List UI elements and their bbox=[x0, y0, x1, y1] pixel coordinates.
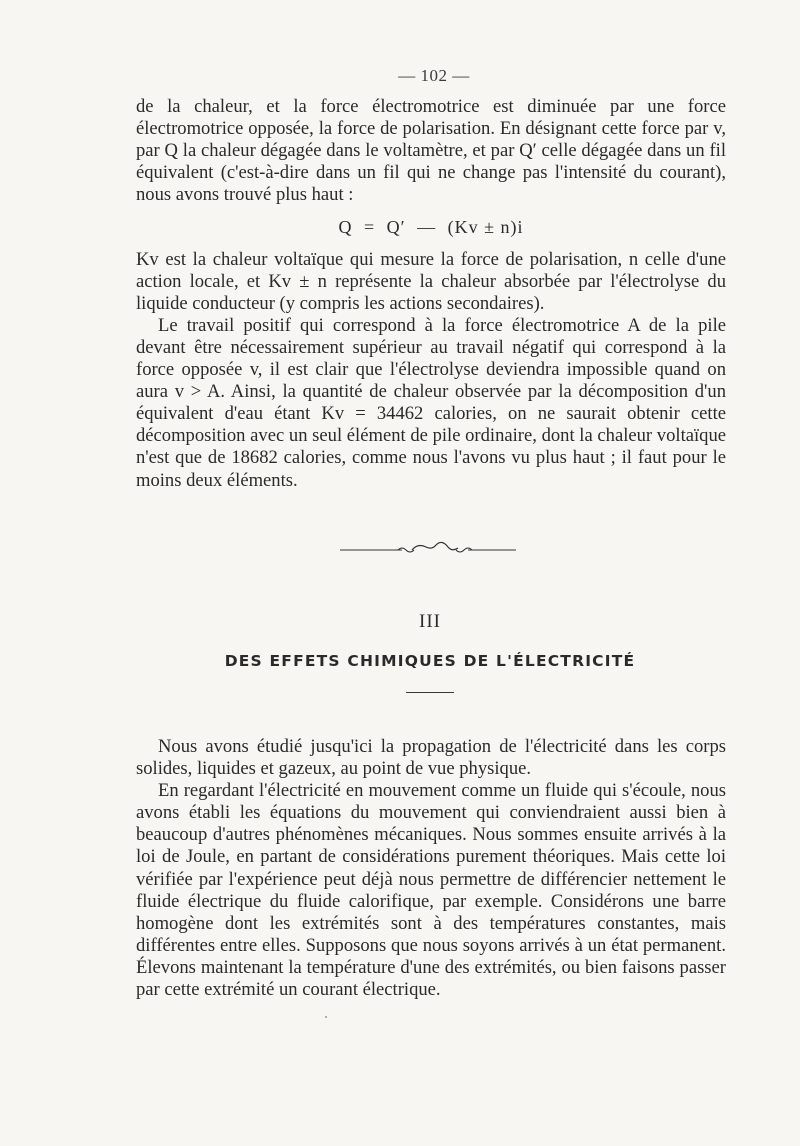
intro-paragraph: Nous avons étudié jusqu'ici la propagation de l'électricité dans les corps solides, liquides et gazeux, au point de vue physique. bbox=[136, 736, 726, 780]
work-paragraph: Le travail positif qui correspond à la force électromotrice A de la pile devant être nécessairement supérieur au travail négatif qui correspond à la force opposée v, il est clair que l'électrolyse deviendra impossible quand on aura v > A. Ainsi, la quantité de chaleur observée par la décomposition d'un équivalent d'eau étant Kv = 34462 calories, on ne saurait obtenir cette décomposition avec un seul élément de pile ordinaire, dont la chaleur voltaïque n'est que de 18682 calories, comme nous l'avons vu plus haut ; il faut pour le moins deux éléments. bbox=[136, 314, 726, 491]
formula-q-prime: Q′ bbox=[386, 217, 406, 238]
section-number: III bbox=[419, 611, 441, 632]
top-paragraph: de la chaleur, et la force électromotrice est diminuée par une force électromotrice opposée, la force de polarisation. En désignant cette force par v, par Q la chaleur dégagée dans le voltamètre, et par Q′ celle dégagée dans un fil équivalent (c'est-à-dire dans un fil qui ne change pas l'intensité du courant), nous avons trouvé plus haut : bbox=[136, 96, 726, 206]
paper-speck bbox=[325, 1016, 327, 1018]
page-number: — 102 — bbox=[398, 66, 470, 85]
section-title: DES EFFETS CHIMIQUES DE L'ÉLECTRICITÉ bbox=[224, 652, 636, 670]
lower-text-block bbox=[136, 736, 726, 1001]
section-rule bbox=[406, 692, 454, 693]
fluid-paragraph: En regardant l'électricité en mouvement comme un fluide qui s'écoule, nous avons établi les équations du mouvement qui conviendraient aussi bien à beaucoup d'autres phénomènes mécaniques. Nous sommes ensuite arrivés à la loi de Joule, en partant de considérations purement théoriques. Mais cette loi vérifiée par l'expérience peut déjà nous permettre de différencier nettement le fluide électrique du fluide calorifique, par exemple. Considérons une barre homogène dont les extrémités sont à des températures constantes, mais différentes entre elles. Supposons que nous soyons arrivés à un état permanent. Élevons maintenant la température d'une des extrémités, ou bien faisons passer par cette extrémité un courant électrique. bbox=[136, 780, 726, 1001]
ornament-divider bbox=[340, 540, 516, 560]
formula-equals: = bbox=[364, 217, 376, 238]
formula bbox=[136, 216, 726, 238]
kv-paragraph: Kv est la chaleur voltaïque qui mesure la force de polarisation, n celle d'une action locale, et Kv ± n représente la chaleur absorbée par l'électrolyse du liquide conducteur (y compris les actions secondaires). bbox=[136, 248, 726, 314]
formula-term: (Kv ± n)i bbox=[447, 217, 524, 238]
formula-minus: — bbox=[417, 217, 437, 238]
upper-text-block bbox=[136, 96, 726, 492]
formula-lhs: Q bbox=[338, 217, 353, 238]
